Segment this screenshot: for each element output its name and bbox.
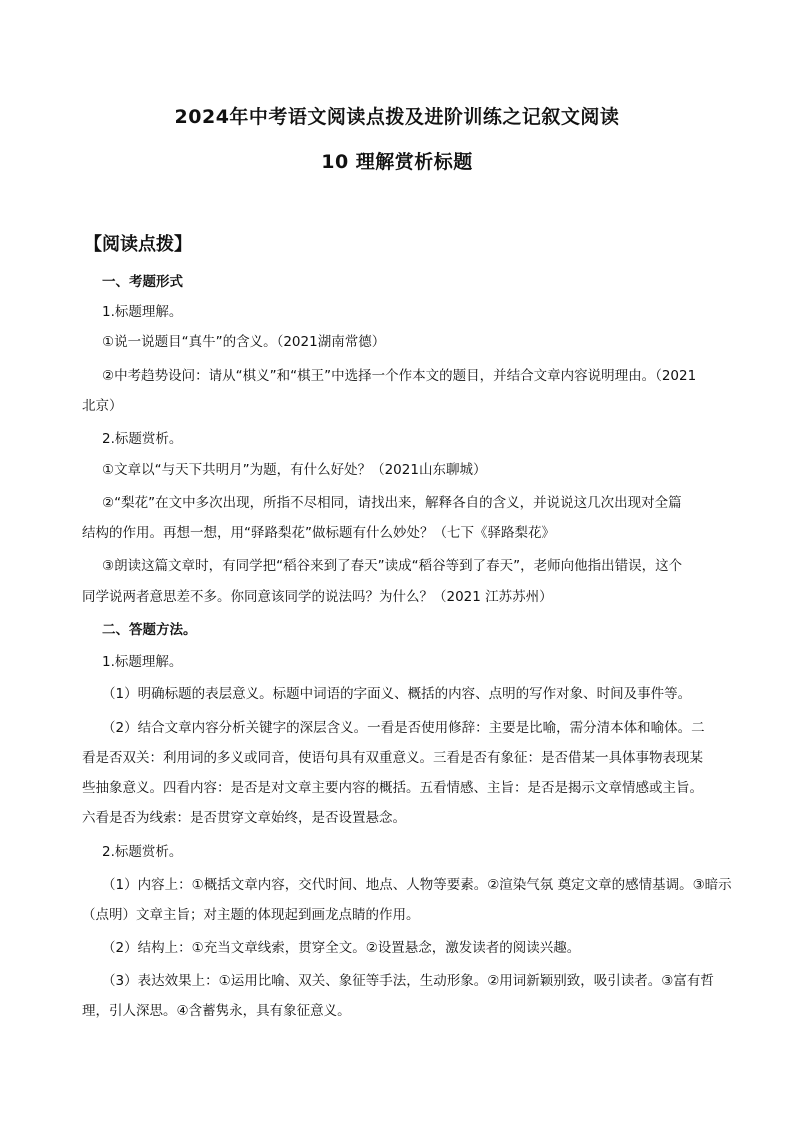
method-2-line-4: 六看是否为线索：是否贯穿文章始终，是否设置悬念。 [82, 810, 406, 826]
question-4-line-1: ②“梨花”在文中多次出现，所指不尽相同，请找出来，解释各自的含义，并说说这几次出现对全篇 [102, 495, 682, 511]
section-heading: 【阅读点拨】 [84, 234, 192, 255]
method-item-title-understanding: 1.标题理解。 [102, 654, 183, 670]
question-3: ①文章以“与天下共明月”为题，有什么好处？（2021山东聊城） [102, 462, 487, 478]
question-2-line-2: 北京） [82, 398, 123, 414]
appreciation-1-line-1: （1）内容上：①概括文章内容，交代时间、地点、人物等要素。②渲染气氛 奠定文章的感情基调。③暗示 [102, 877, 732, 893]
question-2-line-1: ②中考趋势设问：请从“棋义”和“棋王”中选择一个作本文的题目，并结合文章内容说明理由。（2021 [102, 368, 697, 384]
subheading-answer-method: 二、答题方法。 [102, 622, 197, 638]
method-item-title-appreciation: 2.标题赏析。 [102, 844, 183, 860]
document-subtitle: 10 理解赏析标题 [321, 151, 473, 173]
question-5-line-2: 同学说两者意思差不多。你同意该同学的说法吗？为什么？（2021 江苏苏州） [82, 589, 553, 605]
appreciation-2: （2）结构上：①充当文章线索，贯穿全文。②设置悬念，激发读者的阅读兴趣。 [102, 940, 581, 956]
item-title-understanding: 1.标题理解。 [102, 304, 183, 320]
method-2-line-2: 看是否双关：利用词的多义或同音，使语句具有双重意义。三看是否有象征：是否借某一具体事物表现某 [82, 750, 703, 766]
item-title-appreciation: 2.标题赏析。 [102, 431, 183, 447]
appreciation-1-line-2: （点明）文章主旨；对主题的体现起到画龙点睛的作用。 [82, 907, 420, 923]
question-5-line-1: ③朗读这篇文章时，有同学把“稻谷来到了春天”读成“稻谷等到了春天”，老师向他指出错误，这个 [102, 558, 683, 574]
question-1: ①说一说题目“真牛”的含义。（2021湖南常德） [102, 334, 386, 350]
appreciation-3-line-2: 理，引人深思。④含蓄隽永，具有象征意义。 [82, 1003, 351, 1019]
method-2-line-3: 些抽象意义。四看内容：是否是对文章主要内容的概括。五看情感、主旨：是否是揭示文章情感或主旨。 [82, 780, 703, 796]
method-1: （1）明确标题的表层意义。标题中词语的字面义、概括的内容、点明的写作对象、时间及事件等。 [102, 686, 692, 702]
method-2-line-1: （2）结合文章内容分析关键字的深层含义。一看是否使用修辞：主要是比喻，需分清本体和喻体。二 [102, 720, 705, 736]
subheading-question-form: 一、考题形式 [102, 274, 183, 290]
question-4-line-2: 结构的作用。再想一想，用“驿路梨花”做标题有什么妙处？（七下《驿路梨花》 [82, 525, 555, 541]
appreciation-3-line-1: （3）表达效果上：①运用比喻、双关、象征等手法，生动形象。②用词新颖别致，吸引读者。③富有哲 [102, 973, 714, 989]
document-title: 2024年中考语文阅读点拨及进阶训练之记叙文阅读 [174, 106, 620, 128]
